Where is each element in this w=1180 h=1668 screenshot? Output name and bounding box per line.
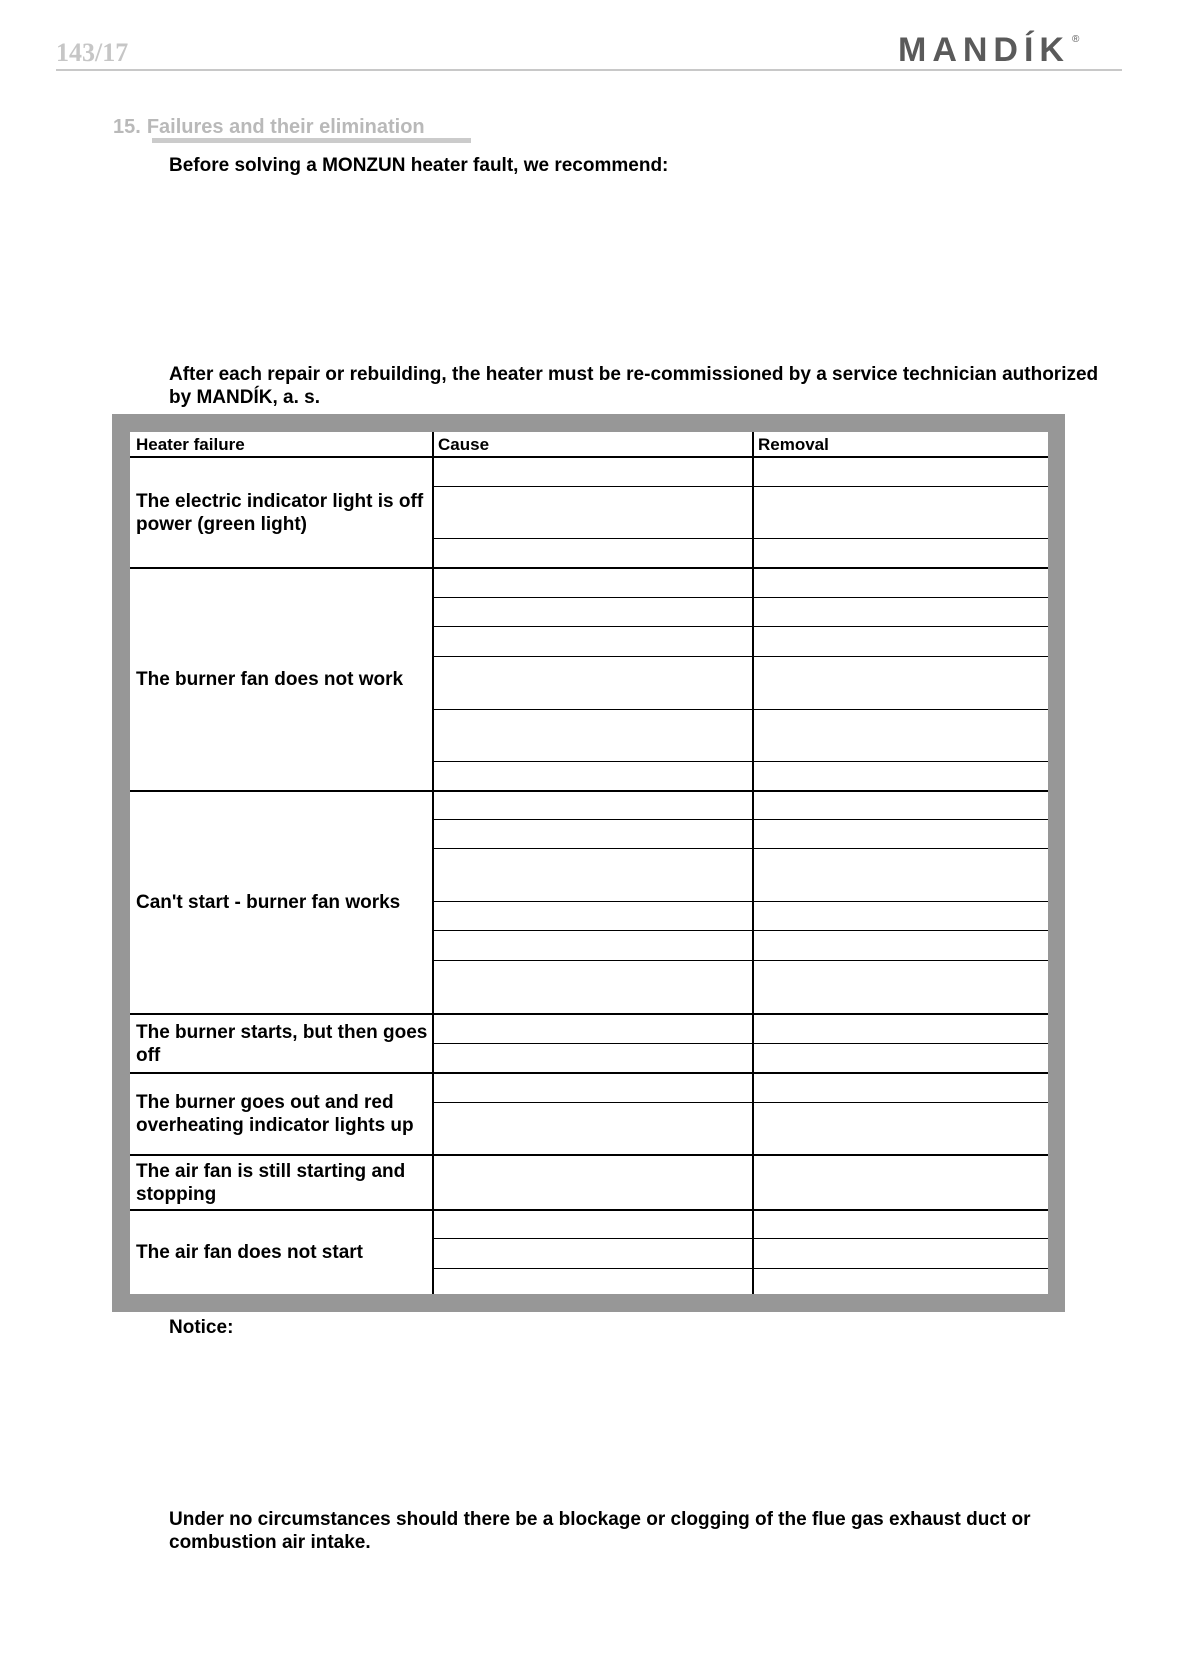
failure-overheating: The burner goes out and red overheating indicator lights up bbox=[136, 1092, 414, 1136]
subrow-divider bbox=[432, 597, 1048, 598]
subrow-divider bbox=[432, 1043, 1048, 1044]
subrow-divider bbox=[432, 819, 1048, 820]
subrow-divider bbox=[432, 1102, 1048, 1103]
notice-label: Notice: bbox=[169, 1317, 234, 1338]
failure-cannot-start: Can't start - burner fan works bbox=[136, 892, 401, 913]
warning-text: Under no circumstances should there be a blockage or clogging of the flue gas exhaust duct or combustion air intake. bbox=[169, 1509, 1031, 1553]
failure-air-fan-cycling: The air fan is still starting and stopping bbox=[136, 1160, 406, 1205]
failure-burner-goes-off: The burner starts, but then goes off bbox=[136, 1021, 428, 1066]
section-title: Failures and their elimination bbox=[146, 116, 425, 138]
subrow-divider bbox=[432, 960, 1048, 961]
row-divider bbox=[130, 1154, 1048, 1156]
row-divider bbox=[130, 1209, 1048, 1211]
subrow-divider bbox=[432, 761, 1048, 762]
failure-burner-fan-not-working: The burner fan does not work bbox=[136, 669, 404, 690]
row-divider bbox=[130, 1013, 1048, 1015]
subrow-divider bbox=[432, 1268, 1048, 1269]
subrow-divider bbox=[432, 626, 1048, 627]
company-logo bbox=[898, 30, 1079, 70]
subrow-divider bbox=[432, 656, 1048, 657]
failure-table-frame bbox=[112, 414, 1065, 1312]
recommission-text: After each repair or rebuilding, the heater must be re-commissioned by a service technician authorized by MANDÍK, a. s. bbox=[169, 364, 1099, 408]
row-divider bbox=[130, 790, 1048, 792]
row-divider bbox=[130, 1072, 1048, 1074]
subrow-divider bbox=[432, 486, 1048, 487]
row-divider bbox=[130, 456, 1048, 458]
intro-text: Before solving a MONZUN heater fault, we recommend: bbox=[169, 155, 669, 176]
section-heading bbox=[113, 116, 425, 139]
failure-indicator-light-off: The electric indicator light is off power (green light) bbox=[136, 490, 424, 535]
row-divider bbox=[130, 567, 1048, 569]
column-divider bbox=[752, 432, 754, 1294]
section-heading-underline bbox=[152, 138, 471, 143]
subrow-divider bbox=[432, 901, 1048, 902]
subrow-divider bbox=[432, 709, 1048, 710]
subrow-divider bbox=[432, 1238, 1048, 1239]
failure-table bbox=[130, 432, 1048, 1294]
header-divider bbox=[56, 69, 1122, 71]
header-cause: Cause bbox=[438, 435, 490, 454]
logo-text: MANDÍK bbox=[898, 31, 1070, 69]
header-heater-failure: Heater failure bbox=[136, 435, 245, 454]
subrow-divider bbox=[432, 538, 1048, 539]
column-divider bbox=[432, 432, 434, 1294]
page-number: 143/17 bbox=[56, 38, 129, 67]
registered-mark: ® bbox=[1071, 34, 1080, 45]
section-number: 15. bbox=[113, 116, 141, 138]
subrow-divider bbox=[432, 930, 1048, 931]
subrow-divider bbox=[432, 848, 1048, 849]
failure-air-fan-not-starting: The air fan does not start bbox=[136, 1241, 363, 1263]
header-removal: Removal bbox=[758, 435, 829, 454]
